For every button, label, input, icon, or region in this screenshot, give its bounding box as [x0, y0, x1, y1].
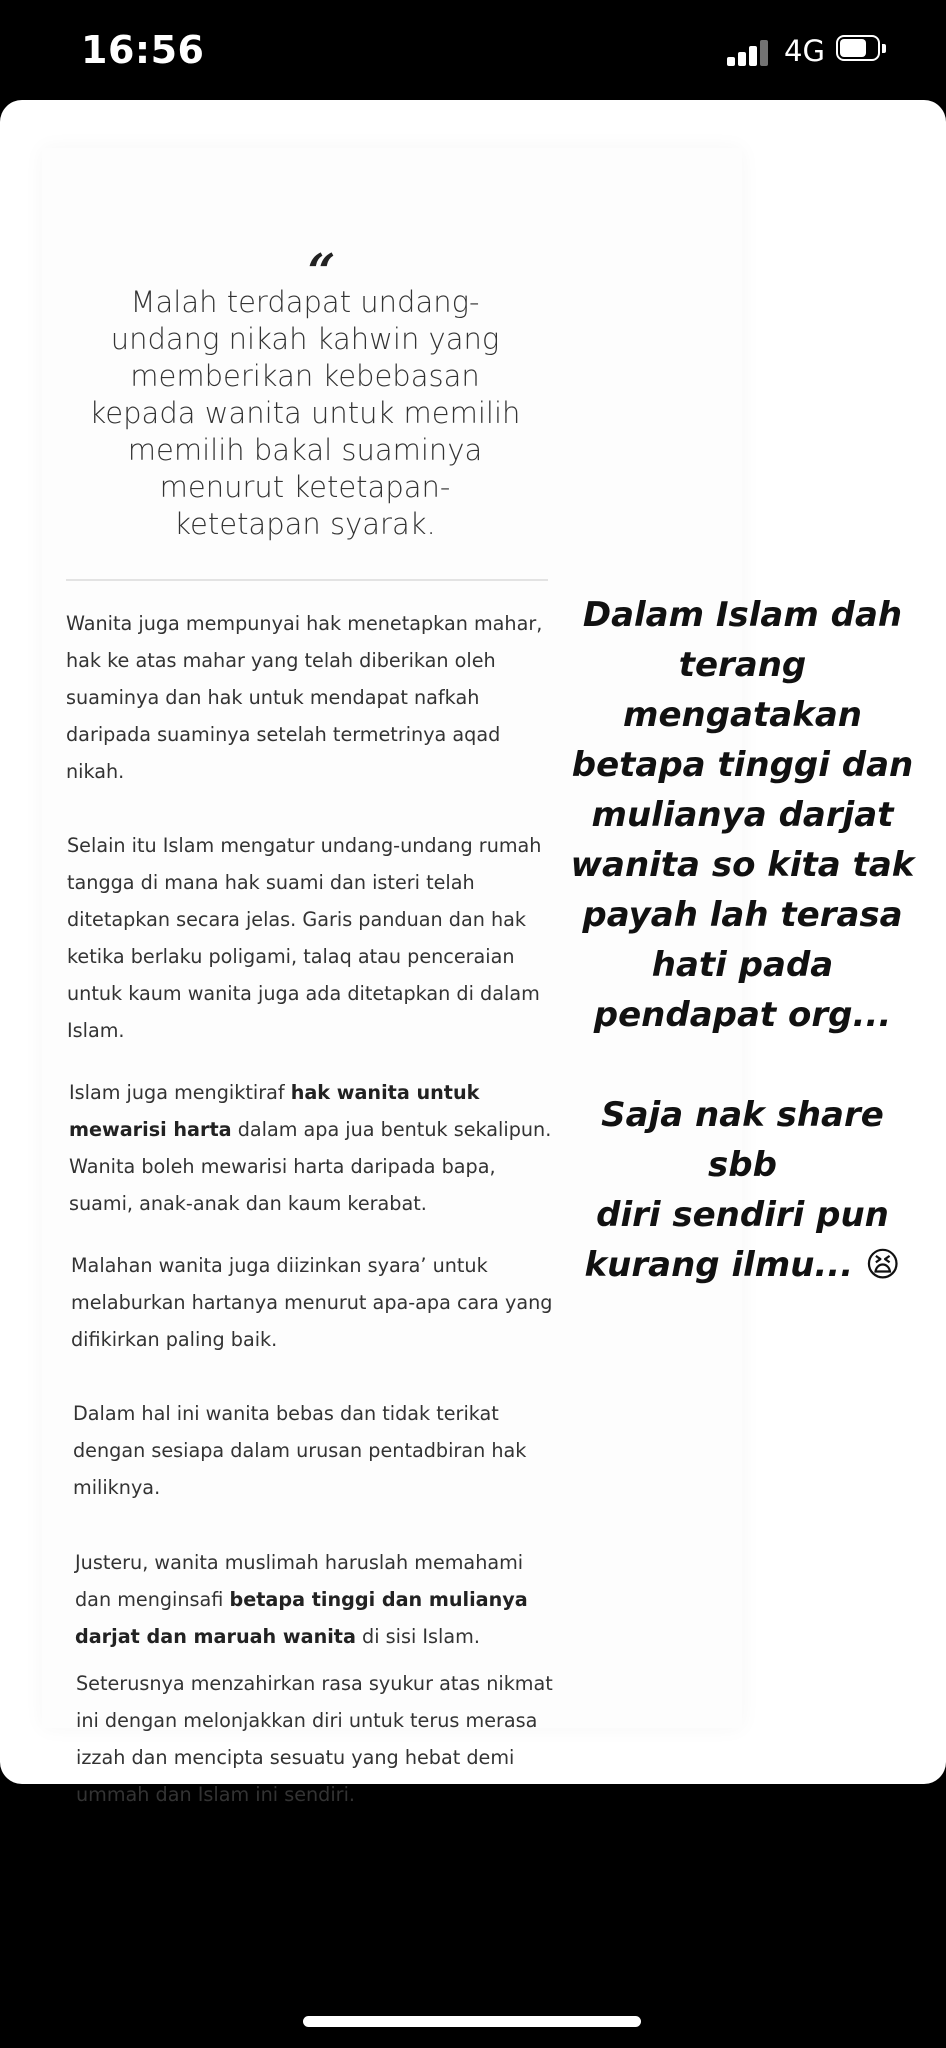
overlay-line: hati pada	[651, 945, 834, 985]
story-card	[0, 100, 946, 1806]
story-overlay-text	[565, 590, 920, 1290]
article-paragraph: Malahan wanita juga diizinkan syara’ untuk melaburkan hartanya menurut apa-apa cara yang difikirkan paling baik.	[71, 1254, 553, 1351]
overlay-line: payah lah terasa	[582, 895, 903, 935]
overlay-line: betapa tinggi dan	[571, 745, 914, 785]
divider	[66, 579, 548, 581]
status-bar	[0, 0, 946, 100]
article-paragraph: Justeru, wanita muslimah haruslah memahami dan menginsafi betapa tinggi dan mulianya darjat dan maruah wanita di sisi Islam.	[75, 1551, 528, 1648]
overlay-line: wanita so kita tak	[570, 845, 915, 885]
article-paragraph: Dalam hal ini wanita bebas dan tidak terikat dengan sesiapa dalam urusan pentadbiran hak miliknya.	[73, 1402, 527, 1499]
tired-face-emoji-icon: 😫	[865, 1245, 901, 1285]
quote-mark-icon: “	[299, 244, 339, 300]
network-type: 4G	[784, 34, 825, 68]
signal-icon	[727, 38, 773, 66]
home-indicator[interactable]	[303, 2016, 641, 2027]
overlay-line: Saja nak share sbb	[601, 1095, 884, 1185]
pull-quote: Malah terdapat undang- undang nikah kahwin yang memberikan kebebasan kepada wanita untuk memilih memilih bakal suaminya menurut ketetapan- ketetapan syarak.	[89, 285, 521, 541]
overlay-line: Dalam Islam dah	[582, 595, 903, 635]
battery-icon	[836, 35, 888, 65]
overlay-line: terang	[678, 645, 807, 685]
article-paragraph: Seterusnya menzahirkan rasa syukur atas nikmat ini dengan melonjakkan diri untuk terus merasa izzah dan mencipta sesuatu yang hebat demi ummah dan Islam ini sendiri.	[76, 1672, 553, 1806]
article-paragraph: Selain itu Islam mengatur undang-undang rumah tangga di mana hak suami dan isteri telah ditetapkan secara jelas. Garis panduan dan hak ketika berlaku poligami, talaq atau penceraian untuk kaum wanita juga ada ditetapkan di dalam Islam.	[67, 834, 542, 1042]
article-paragraph: Islam juga mengiktiraf hak wanita untuk mewarisi harta dalam apa jua bentuk sekalipun. Wanita boleh mewarisi harta daripada bapa, suami, anak-anak dan kaum kerabat.	[69, 1081, 552, 1215]
overlay-line: pendapat org...	[593, 995, 892, 1035]
article-paragraph: Wanita juga mempunyai hak menetapkan mahar, hak ke atas mahar yang telah diberikan oleh suaminya dan hak untuk mendapat nafkah daripada suaminya setelah termetrinya aqad nikah.	[66, 612, 543, 783]
overlay-line: mulianya darjat	[591, 795, 894, 835]
overlay-line: diri sendiri pun	[596, 1195, 889, 1235]
status-time: 16:56	[81, 28, 205, 72]
overlay-line: mengatakan	[623, 695, 862, 735]
overlay-line: kurang ilmu... 😫	[584, 1245, 901, 1285]
